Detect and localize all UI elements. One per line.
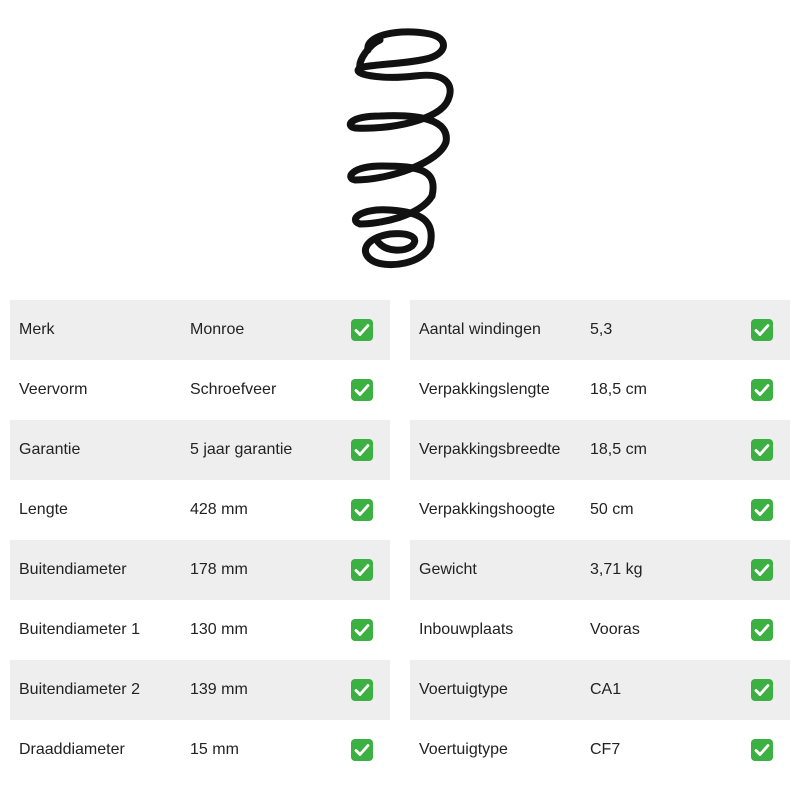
check-icon bbox=[350, 558, 374, 582]
spec-value: Vooras bbox=[590, 621, 640, 638]
spec-value: 50 cm bbox=[590, 501, 634, 518]
spec-row bbox=[10, 600, 390, 660]
check-icon bbox=[750, 498, 774, 522]
spec-row bbox=[10, 660, 390, 720]
spec-value: 178 mm bbox=[190, 561, 248, 578]
spec-label: Inbouwplaats bbox=[419, 621, 514, 638]
spec-table-right bbox=[410, 300, 790, 780]
check-icon bbox=[350, 498, 374, 522]
spec-row bbox=[410, 300, 790, 360]
spec-label: Gewicht bbox=[419, 561, 477, 578]
spec-label: Verpakkingslengte bbox=[419, 381, 550, 398]
spec-value: CF7 bbox=[590, 741, 621, 758]
spec-row bbox=[410, 540, 790, 600]
check-icon bbox=[750, 378, 774, 402]
spec-row bbox=[10, 360, 390, 420]
check-icon bbox=[750, 438, 774, 462]
spec-row bbox=[410, 360, 790, 420]
spec-value: 139 mm bbox=[190, 681, 248, 698]
spec-value: Schroefveer bbox=[190, 381, 277, 398]
check-icon bbox=[350, 678, 374, 702]
spec-label: Buitendiameter 1 bbox=[19, 621, 140, 638]
spec-value: CA1 bbox=[590, 681, 622, 698]
spec-label: Verpakkingsbreedte bbox=[419, 441, 561, 458]
spec-label: Buitendiameter 2 bbox=[19, 681, 140, 698]
spec-row bbox=[410, 420, 790, 480]
spec-value: 5,3 bbox=[590, 321, 613, 338]
spec-row bbox=[10, 540, 390, 600]
spec-label: Draaddiameter bbox=[19, 741, 125, 758]
spec-value: 18,5 cm bbox=[590, 441, 647, 458]
spec-label: Aantal windingen bbox=[419, 321, 541, 338]
spec-value: 18,5 cm bbox=[590, 381, 647, 398]
check-icon bbox=[350, 738, 374, 762]
spec-label: Merk bbox=[19, 321, 55, 338]
spec-row bbox=[410, 720, 790, 780]
spec-row bbox=[410, 660, 790, 720]
spec-label: Buitendiameter bbox=[19, 561, 127, 578]
check-icon bbox=[750, 558, 774, 582]
spec-label: Veervorm bbox=[19, 381, 88, 398]
spec-label: Garantie bbox=[19, 441, 81, 458]
spec-value: Monroe bbox=[190, 321, 245, 338]
check-icon bbox=[350, 378, 374, 402]
spec-row bbox=[10, 720, 390, 780]
check-icon bbox=[750, 618, 774, 642]
spec-label: Voertuigtype bbox=[419, 681, 508, 698]
spec-value: 5 jaar garantie bbox=[190, 441, 293, 458]
spec-row bbox=[410, 600, 790, 660]
spec-value: 3,71 kg bbox=[590, 561, 643, 578]
spec-value: 428 mm bbox=[190, 501, 248, 518]
check-icon bbox=[750, 738, 774, 762]
check-icon bbox=[750, 318, 774, 342]
spec-value: 15 mm bbox=[190, 741, 239, 758]
spec-row bbox=[10, 300, 390, 360]
spec-label: Verpakkingshoogte bbox=[419, 501, 556, 518]
spec-table-left bbox=[10, 300, 390, 780]
spec-value: 130 mm bbox=[190, 621, 248, 638]
spec-label: Lengte bbox=[19, 501, 68, 518]
spec-row bbox=[10, 480, 390, 540]
spec-row bbox=[410, 480, 790, 540]
check-icon bbox=[350, 318, 374, 342]
check-icon bbox=[350, 438, 374, 462]
check-icon bbox=[750, 678, 774, 702]
spec-label: Voertuigtype bbox=[419, 741, 508, 758]
check-icon bbox=[350, 618, 374, 642]
spec-row bbox=[10, 420, 390, 480]
coil-spring-image bbox=[320, 20, 480, 280]
